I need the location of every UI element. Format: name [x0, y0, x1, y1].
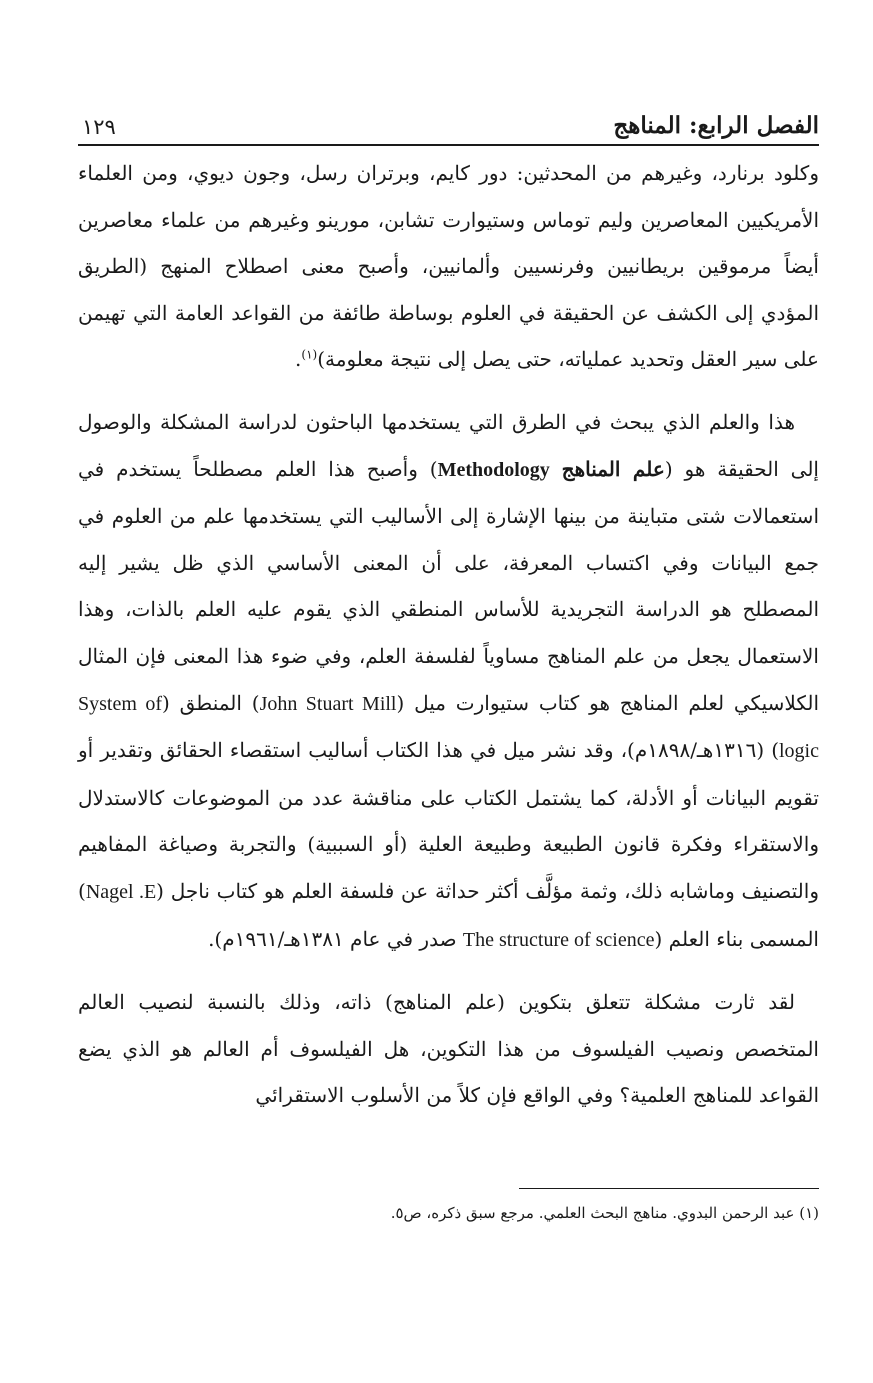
body-text	[78, 150, 819, 1119]
book-title-system-of-logic: System of logic	[78, 692, 819, 763]
paragraph-2-text-e: ) المسمى بناء العلم (	[78, 878, 819, 951]
paragraph-2-text-b: ) وأصبح هذا العلم مصطلحاً يستخدم في استعمالات شتى متباينة من بينها الإشارة إلى الأساليب التي يستخدمها علم من العلوم في جمع البيانات وفي اكتساب المعرفة، على أن المعنى الأساسي الذي ظل يشير إليه المصطلح هو الدراسة التجريدية للأساس المنطقي الذي يقوم عليه العلم بالذات، وهذا الاستعمال يجعل من علم المناهج مساوياً لفلسفة العلم، وفي ضوء هذا المعنى فإن المثال الكلاسيكي لعلم المناهج هو كتاب ستيوارت ميل (	[78, 456, 820, 715]
paragraph-3: لقد ثارت مشكلة تتعلق بتكوين (علم المناهج) ذاته، وذلك بالنسبة لنصيب العالم المتخصص ونصيب الفيلسوف من هذا التكوين، هل الفيلسوف أم العالم هو الذي يضع القواعد للمناهج العلمية؟ وفي الواقع فإن كلاً من الأسلوب الاستقرائي	[78, 990, 819, 1108]
paragraph-2	[78, 399, 819, 963]
paragraph-1	[78, 150, 819, 383]
footnote-reference: (١)	[301, 347, 318, 362]
footnote-divider	[519, 1188, 819, 1189]
paragraph-1-text: وكلود برنارد، وغيرهم من المحدثين: دور كايم، وبرتران رسل، وجون ديوي، ومن العلماء الأمريكيين المعاصرين وليم توماس وستيوارت تشابن، مورينو وغيرهم من علماء معاصرين أيضاً مرموقين بريطانيين وفرنسيين وألمانيين، وأصبح معنى اصطلاح المنهج (الطريق المؤدي إلى الكشف عن الحقيقة في العلوم بوساطة طائفة من القواعد العامة التي تهيمن على سير العقل وتحديد عملياته، حتى يصل إلى نتيجة معلومة)	[78, 161, 819, 372]
name-john-stuart-mill: John Stuart Mill	[259, 692, 397, 715]
paragraph-2-text-a: هذا والعلم الذي يبحث في الطرق التي يستخدمها الباحثون لدراسة المشكلة والوصول إلى الحقيقة هو (	[78, 409, 819, 481]
name-nagel: Nagel .E	[85, 880, 157, 903]
running-header	[78, 96, 819, 146]
chapter-title: الفصل الرابع: المناهج	[613, 112, 819, 140]
book-title-structure-of-science: The structure of science	[462, 928, 655, 951]
term-methodology-arabic: علم المناهج	[561, 456, 665, 481]
page-number: ١٢٩	[82, 114, 116, 139]
footnote: (١) عبد الرحمن البدوي. مناهج البحث العلمي. مرجع سبق ذكره، ص٥.	[390, 1204, 819, 1222]
paragraph-2-text-d: ) (١٣١٦هـ/١٨٩٨م)، وقد نشر ميل في هذا الكتاب أساليب استقصاء الحقائق وتقدير أو تقويم البيانات أو الأدلة، كما يشتمل الكتاب على مناقشة عدد من الموضوعات كالاستدلال والاستقراء وفكرة قانون الطبيعة وطبيعة العلية (أو السببية) والتجربة وصياغة المفاهيم والتصنيف وماشابه ذلك، وثمة مؤلَّف أكثر حداثة عن فلسفة العلم هو كتاب ناجل (	[78, 738, 819, 903]
paragraph-1-end: .	[295, 347, 302, 372]
paragraph-2-text-f: صدر في عام ١٣٨١هـ/١٩٦١م).	[208, 926, 463, 951]
term-methodology-english: Methodology	[437, 458, 550, 481]
paragraph-2-text-c: ) المنطق (	[162, 690, 260, 715]
